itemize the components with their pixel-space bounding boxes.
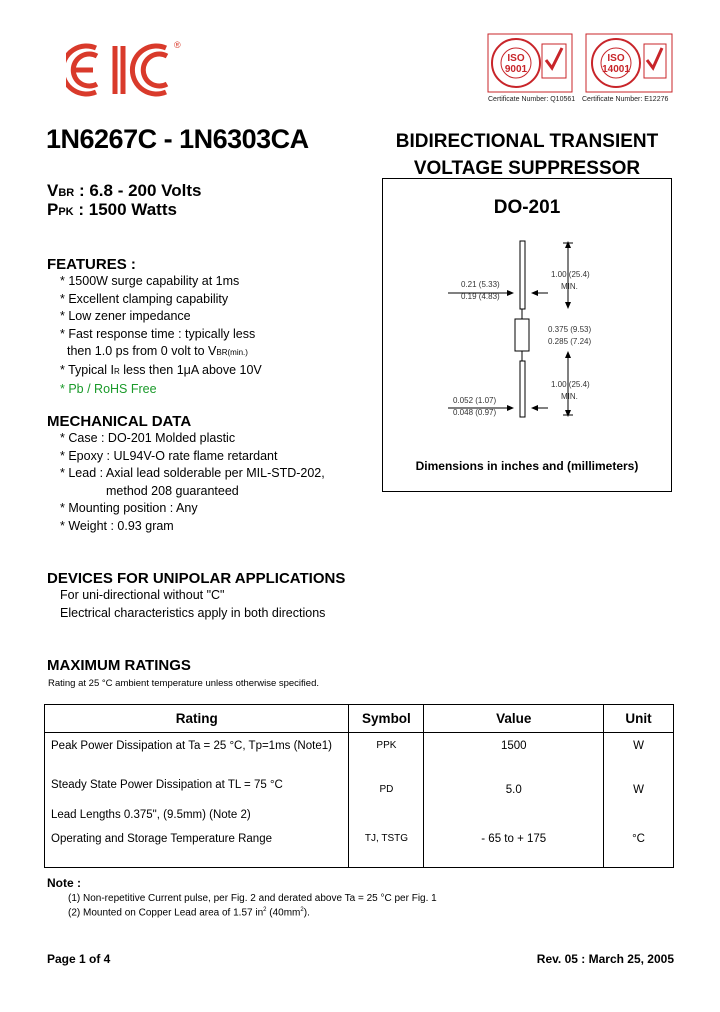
title-line2: VOLTAGE SUPPRESSOR: [413, 158, 641, 179]
feature-item: * 1500W surge capability at 1ms: [60, 274, 240, 288]
mechanical-item: * Weight : 0.93 gram: [60, 518, 174, 533]
mechanical-list: [60, 430, 325, 536]
ratings-heading: MAXIMUM RATINGS: [47, 657, 191, 674]
revision-date: Rev. 05 : March 25, 2005: [536, 952, 674, 966]
lead-dia-max: 0.21 (5.33): [461, 280, 500, 289]
bot-length: 1.00 (25.4): [551, 380, 590, 389]
body-min: 0.285 (7.24): [548, 337, 592, 346]
col-rating: Rating: [45, 705, 349, 733]
features-list: [60, 273, 262, 398]
col-value: Value: [424, 705, 604, 733]
page-number: Page 1 of 4: [47, 952, 111, 966]
mechanical-heading: MECHANICAL DATA: [47, 413, 192, 430]
table-header-row: [45, 705, 674, 733]
certification-badges: [486, 32, 674, 108]
package-outline-box: [382, 178, 672, 492]
feature-item-continuation: then 1.0 ps from 0 volt to VBR(min.): [67, 344, 248, 359]
ratings-condition: Rating at 25 °C ambient temperature unless otherwise specified.: [48, 678, 319, 689]
feature-item: * Low zener impedance: [60, 309, 191, 324]
svg-text:9001: 9001: [504, 64, 528, 75]
note-1: (1) Non-repetitive Current pulse, per Fig. 2 and derated above Ta = 25 °C per Fig. 1: [68, 893, 437, 904]
mechanical-item: * Epoxy : UL94V-O rate flame retardant: [60, 448, 278, 463]
iso14001-caption: Certificate Number: E12276: [582, 96, 669, 103]
product-title: [382, 128, 672, 182]
feature-item: * Excellent clamping capability: [60, 291, 229, 306]
feature-item: * Fast response time : typically less: [60, 326, 256, 341]
eic-logo: [66, 40, 184, 98]
ratings-table: [44, 704, 674, 868]
svg-text:ISO: ISO: [607, 53, 625, 64]
top-min: MIN.: [561, 282, 578, 291]
body-max: 0.375 (9.53): [548, 325, 592, 334]
table-row: Peak Power Dissipation at Ta = 25 °C, Tp=1ms (Note1) PPK 1500 W: [45, 733, 674, 767]
mechanical-item: * Mounting position : Any: [60, 501, 198, 516]
mechanical-item: method 208 guaranteed: [106, 483, 239, 498]
package-title: DO-201: [493, 197, 561, 218]
dimensions-caption: Dimensions in inches and (millimeters): [415, 459, 639, 473]
note-2: (2) Mounted on Copper Lead area of 1.57 $in^2$ $(40mm^2)$.: [68, 907, 310, 919]
part-number: 1N6267C - 1N6303CA: [46, 124, 309, 154]
iso9001-seal-text: ISO: [507, 53, 525, 64]
pb-rohs-free: * Pb / RoHS Free: [60, 381, 157, 396]
feature-item: * Typical IR less then 1μA above 10V: [60, 362, 262, 377]
mechanical-item: * Case : DO-201 Molded plastic: [60, 431, 236, 445]
ppk-spec: PPK : 1500 Watts: [47, 200, 177, 219]
iso9001-caption: Certificate Number: Q10561: [488, 96, 576, 103]
notes-heading: Note :: [47, 876, 81, 890]
title-line1: BIDIRECTIONAL TRANSIENT: [395, 131, 659, 152]
devices-heading: DEVICES FOR UNIPOLAR APPLICATIONS: [47, 570, 346, 587]
lead-dia-min: 0.19 (4.83): [461, 292, 500, 301]
wire-min: 0.048 (0.97): [453, 408, 497, 417]
top-length: 1.00 (25.4): [551, 270, 590, 279]
col-unit: Unit: [604, 705, 674, 733]
table-row: Operating and Storage Temperature Range TJ, TSTG - 65 to + 175 °C: [45, 830, 674, 868]
table-row: Steady State Power Dissipation at TL = 75 °C Lead Lengths 0.375", (9.5mm) (Note 2) PD 5.0 W: [45, 767, 674, 830]
svg-text:®: ®: [174, 40, 181, 50]
devices-text: For uni-directional without "C" Electrical characteristics apply in both directions: [60, 588, 326, 620]
mechanical-item: * Lead : Axial lead solderable per MIL-STD-202,: [60, 466, 325, 481]
col-symbol: Symbol: [349, 705, 424, 733]
bot-min: MIN.: [561, 392, 578, 401]
wire-max: 0.052 (1.07): [453, 396, 497, 405]
svg-text:14001: 14001: [602, 64, 630, 75]
vbr-spec: VBR : 6.8 - 200 Volts: [47, 181, 202, 200]
features-heading: FEATURES :: [47, 256, 136, 273]
